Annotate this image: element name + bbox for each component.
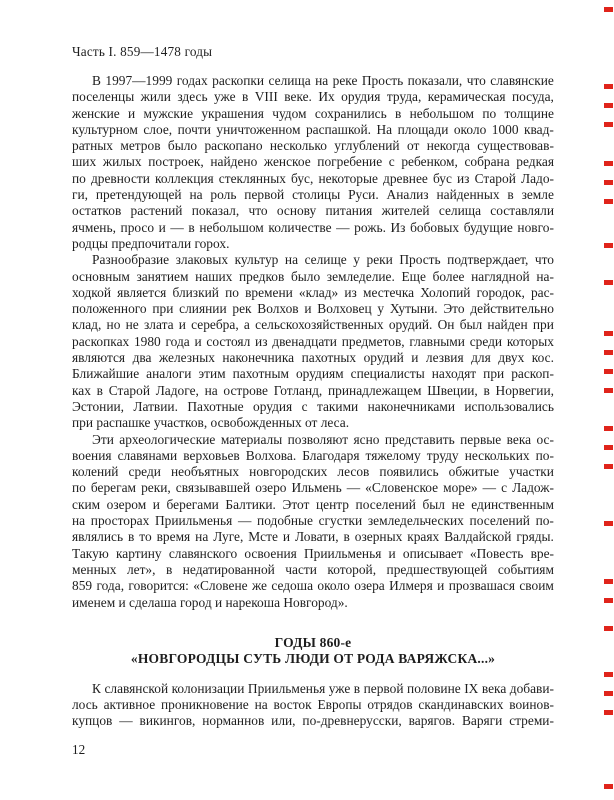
edit-mark — [604, 180, 613, 185]
edit-mark — [604, 672, 613, 677]
paragraph — [72, 73, 554, 252]
text-line: Эти археологические материалы позволяют ясно представить первые века ос- — [92, 431, 554, 447]
edit-mark — [604, 784, 613, 789]
paragraph — [72, 681, 554, 730]
text-line: колений среди необъятных новгородских лесов появились обжитые участки — [72, 464, 554, 480]
text-line: Ближайшие аналоги этим пахотным орудиям специалисты находят при раскоп- — [72, 366, 554, 382]
text-line: по древности коллекция стеклянных бус, некоторые древнее бус из Старой Ладо- — [72, 170, 554, 186]
edit-mark — [604, 7, 613, 12]
text-line: раскопках 1980 года и состоял из двенадцати предметов, главными среди которых — [72, 333, 554, 349]
text-line: культурном слое, почти уничтоженном распашкой. На площади около 1000 квад- — [72, 121, 554, 137]
edit-mark — [604, 280, 613, 285]
text-line: остатков растений показал, что основу питания жителей селища составляли — [72, 203, 554, 219]
edit-mark — [604, 369, 613, 374]
edit-mark — [604, 388, 613, 393]
section-heading — [72, 635, 554, 668]
edit-mark — [604, 626, 613, 631]
text-line: ги, претендующей на роль первой столицы Руси. Анализ найденных в земле — [72, 187, 554, 203]
text-line: положенного при слиянии рек Волхов и Волховец у Хутыни. Это действительно — [72, 301, 554, 317]
text-line: ским озером и берегами Балтики. Этот центр поселений был не единственным — [72, 496, 554, 512]
text-line: именем и сделаша город и нарекоша Новгород». — [72, 594, 348, 610]
text-line: менных лет», в недатированной части которой, предшествующей событиям — [72, 561, 554, 577]
text-line: являлись в то время на Луге, Мсте и Ловати, в озерных краях Валдайской гряды. — [72, 529, 554, 545]
text-line: родцы предпочитали горох. — [72, 235, 230, 251]
paragraph — [72, 252, 554, 431]
text-line: воения славянами верховьев Волхова. Благодаря тяжелому труду нескольких по- — [72, 447, 554, 463]
section-heading-line: «НОВГОРОДЦЫ СУТЬ ЛЮДИ ОТ РОДА ВАРЯЖСКА...» — [130, 651, 496, 667]
text-line: на просторах Приильменья — подобные сгустки земледельческих поселений по- — [72, 513, 554, 529]
page-number: 12 — [72, 742, 86, 757]
text-line: по берегам реки, связывавшей озеро Ильмень — «Словенское море» — с Ладож- — [72, 480, 554, 496]
text-line: лось активное проникновение на восток Европы отрядов скандинавских воинов- — [72, 696, 554, 712]
text-line: купцов — викингов, норманнов или, по-древнерусски, варягов. Варяги стреми- — [72, 713, 554, 729]
text-line: 859 года, говорится: «Словене же седоша около озера Илмеря и прозвашася своим — [72, 578, 554, 594]
edit-mark — [604, 84, 613, 89]
text-line: ячмень, просо и — в небольшом количестве — рожь. Из бобовых будущие новго- — [72, 219, 554, 235]
edit-mark — [604, 579, 613, 584]
text-line: Разнообразие злаковых культур на селище у реки Прость подтверждает, что — [92, 252, 554, 268]
edit-mark — [604, 710, 613, 715]
edit-mark — [604, 445, 613, 450]
text-line: Такую картину славянского освоения Приильменья и описывает «Повесть вре- — [72, 545, 554, 561]
text-block — [72, 73, 554, 730]
text-line: ках в Старой Ладоге, на острове Готланд, принадлежащем Швеции, в Норвегии, — [72, 382, 554, 398]
text-line: К славянской колонизации Приильменья уже в первой половине IX века добави- — [92, 680, 554, 696]
text-line: женские и мужские украшения чудом сохранились в небольшом по толщине — [72, 105, 554, 121]
edit-mark — [604, 161, 613, 166]
text-line: являются два железных наконечника пахотных орудий и лезвия для двух кос. — [72, 350, 554, 366]
text-line: основным занятием наших предков было земледелие. Еще более наглядной на- — [72, 268, 554, 284]
paragraph — [72, 432, 554, 611]
edit-mark — [604, 331, 613, 336]
edit-mark — [604, 350, 613, 355]
edit-mark — [604, 464, 613, 469]
text-line: клад, но не злата и серебра, а сельскохозяйственных орудий. Он был найден при — [72, 317, 554, 333]
edit-mark — [604, 691, 613, 696]
edit-mark — [604, 598, 613, 603]
text-line: ших жилых построек, найдено женское погребение с ребенком, собрана редкая — [72, 154, 554, 170]
text-line: поселенцы жили здесь уже в VIII веке. Их орудия труда, керамическая посуда, — [72, 89, 554, 105]
edit-mark — [604, 199, 613, 204]
edit-mark — [604, 103, 613, 108]
text-line: ходкой является близкий по времени «клад» из местечка Холопий городок, рас- — [72, 284, 554, 300]
text-line: при распашке участков, освобожденных от леса. — [72, 415, 350, 431]
section-heading-line: ГОДЫ 860-е — [274, 634, 352, 650]
text-line: Эстонии, Латвии. Пахотные орудия с такими наконечниками использовались — [72, 398, 554, 414]
running-head: Часть I. 859—1478 годы — [72, 44, 213, 59]
edit-mark — [604, 243, 613, 248]
edit-mark — [604, 122, 613, 127]
text-line: В 1997—1999 годах раскопки селища на реке Прость показали, что славянские — [92, 73, 554, 88]
text-line: ратных метров было раскопано несколько углублений от некогда существовав- — [72, 138, 554, 154]
edit-mark — [604, 521, 613, 526]
edit-mark — [604, 426, 613, 431]
